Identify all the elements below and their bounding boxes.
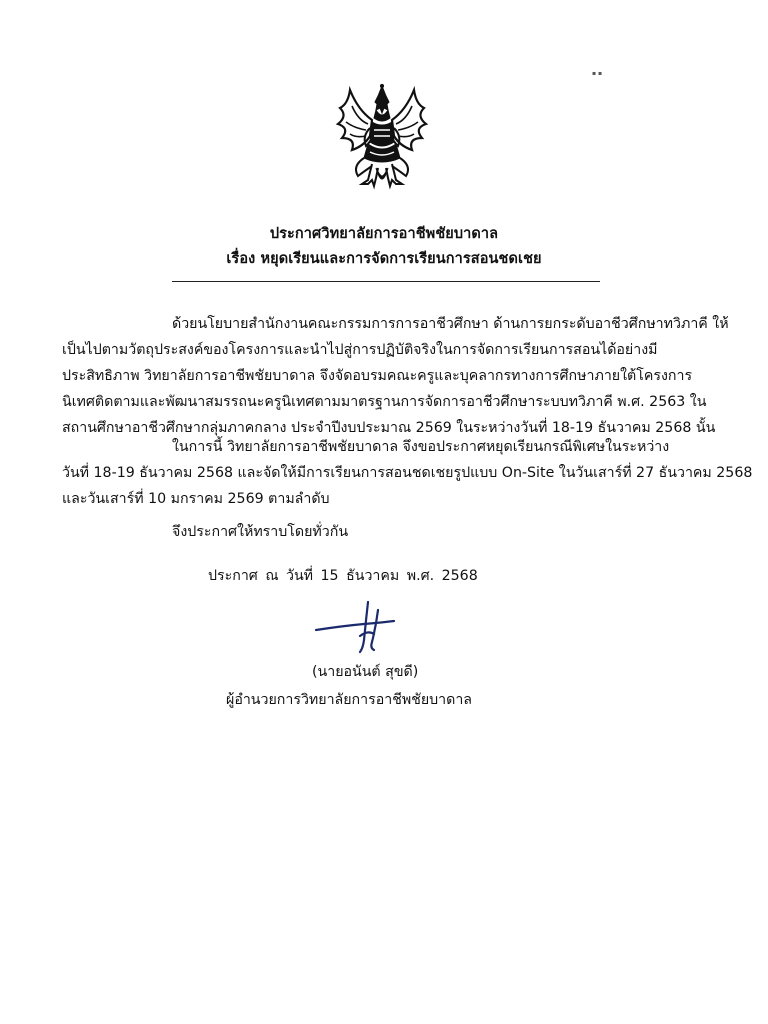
paragraph-line: และวันเสาร์ที่ 10 มกราคม 2569 ตามลำดับ <box>62 491 330 507</box>
paragraph-closure <box>62 434 753 512</box>
document-subject: เรื่อง หยุดเรียนและการจัดการเรียนการสอนชดเชย <box>226 251 542 267</box>
scan-speck: ▪ ▪ <box>592 70 603 77</box>
paragraph-line: ประสิทธิภาพ วิทยาลัยการอาชีพชัยบาดาล จึงจัดอบรมคณะครูและบุคลากรทางการศึกษาภายใต้โครงการ <box>62 368 693 384</box>
signer-name: (นายอนันต์ สุขดี) <box>312 664 419 680</box>
paragraph-line: สถานศึกษาอาชีวศึกษากลุ่มภาคกลาง ประจำปีงบประมาณ 2569 ในระหว่างวันที่ 18-19 ธันวาคม 2568 นั้น <box>62 420 716 436</box>
paragraph-line: ด้วยนโยบายสำนักงานคณะกรรมการการอาชีวศึกษา ด้านการยกระดับอาชีวศึกษาทวิภาคี ให้ <box>172 316 729 332</box>
divider <box>172 281 600 282</box>
paragraph-line: วันที่ 18-19 ธันวาคม 2568 และจัดให้มีการเรียนการสอนชดเชยรูปแบบ On-Site ในวันเสาร์ที่ 27 ธันวาคม 2568 <box>62 465 753 481</box>
garuda-emblem-icon <box>328 80 436 200</box>
paragraph-line: เป็นไปตามวัตถุประสงค์ของโครงการและนำไปสู่การปฏิบัติจริงในการจัดการเรียนการสอนได้อย่างมี <box>62 342 658 358</box>
announcement-line: จึงประกาศให้ทราบโดยทั่วกัน <box>172 524 349 540</box>
date-line: ประกาศ ณ วันที่ 15 ธันวาคม พ.ศ. 2568 <box>208 568 478 584</box>
paragraph-line: ในการนี้ วิทยาลัยการอาชีพชัยบาดาล จึงขอประกาศหยุดเรียนกรณีพิเศษในระหว่าง <box>172 439 670 455</box>
paragraph-line: นิเทศติดตามและพัฒนาสมรรถนะครูนิเทศตามมาตรฐานการจัดการอาชีวศึกษาระบบทวิภาคี พ.ศ. 2563 ใน <box>62 394 707 410</box>
paragraph-policy <box>62 311 729 441</box>
signer-position: ผู้อำนวยการวิทยาลัยการอาชีพชัยบาดาล <box>226 692 472 708</box>
document-title: ประกาศวิทยาลัยการอาชีพชัยบาดาล <box>269 226 499 242</box>
handwritten-signature <box>312 596 402 654</box>
